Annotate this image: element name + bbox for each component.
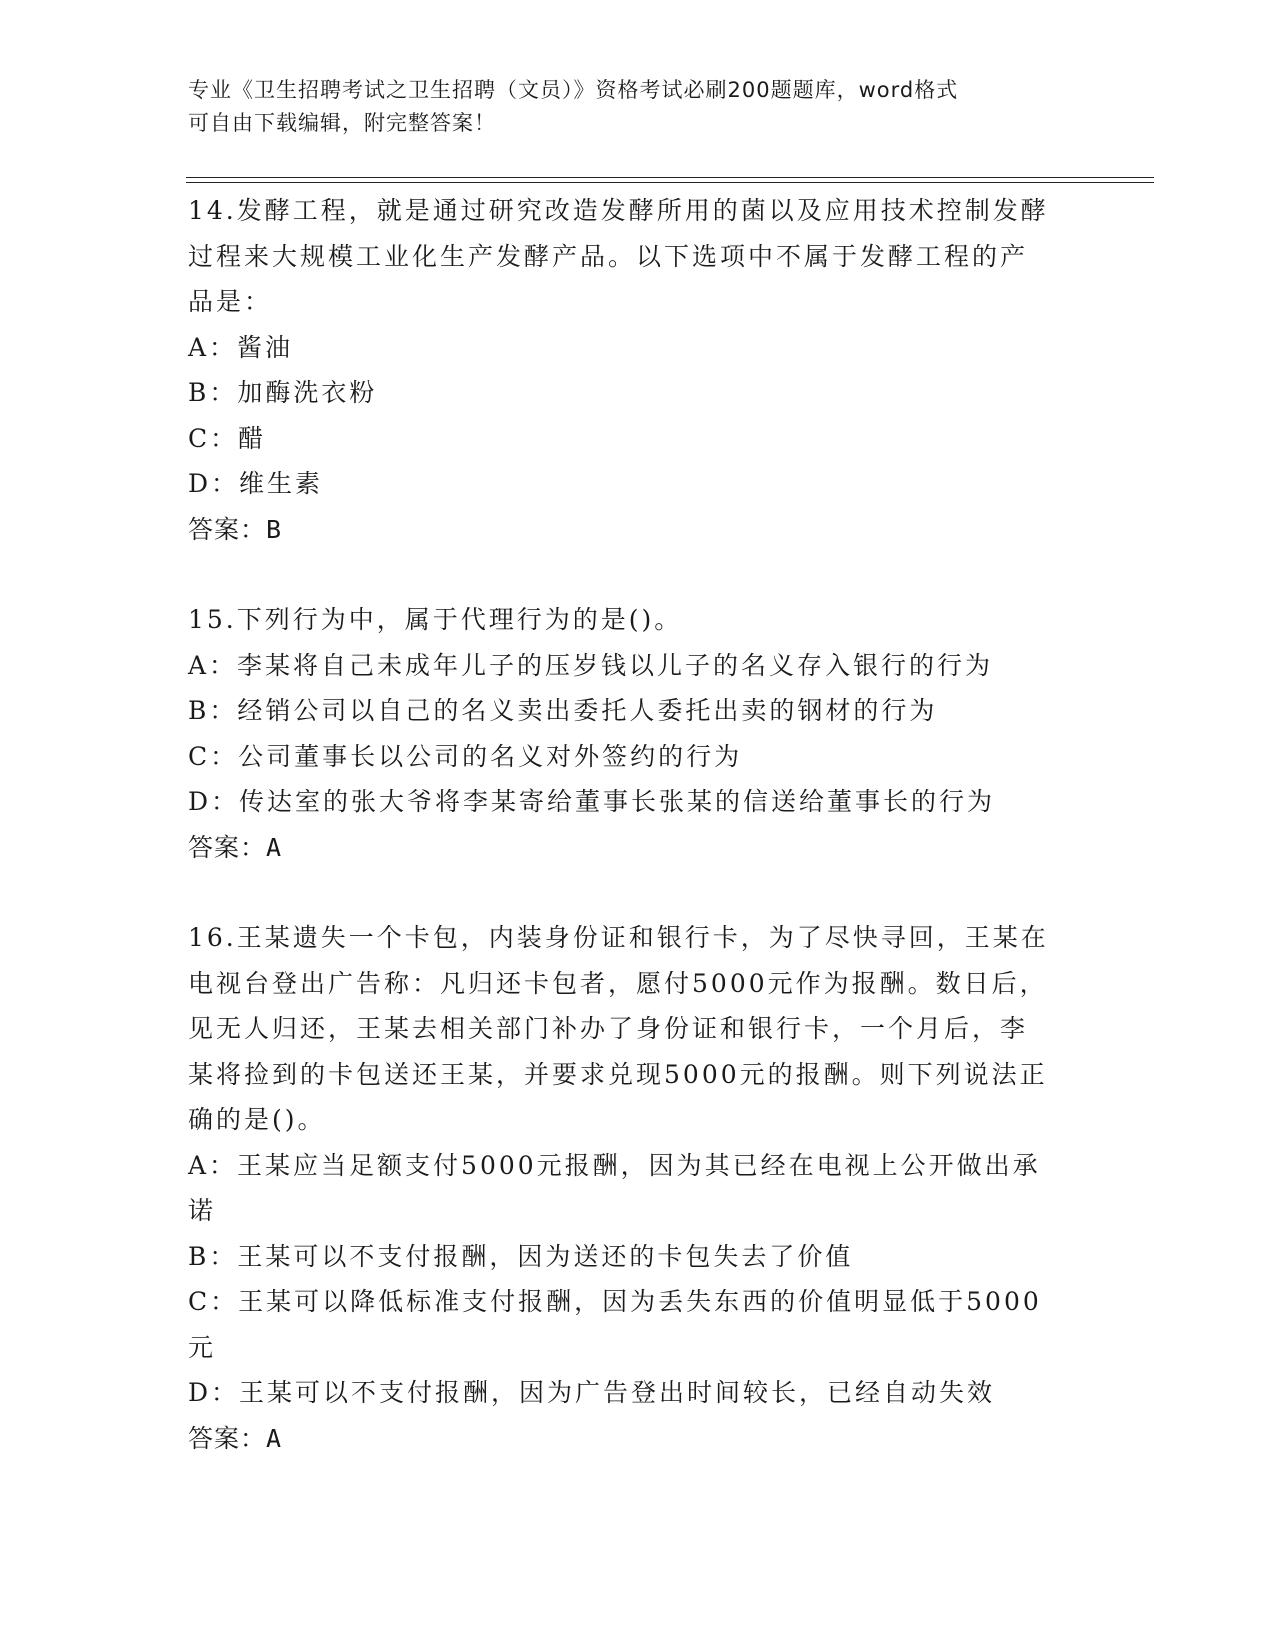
option-b bbox=[188, 370, 1068, 416]
header-divider-top bbox=[186, 177, 1154, 178]
stem-line: 确的是()。 bbox=[188, 1105, 326, 1134]
answer-label: 答案： bbox=[188, 514, 267, 544]
header-line-2: 可自由下载编辑，附完整答案！ bbox=[188, 111, 496, 135]
option-line: B：王某可以不支付报酬，因为送还的卡包失去了价值 bbox=[188, 1241, 854, 1271]
stem-line: 14.发酵工程，就是通过研究改造发酵所用的菌以及应用技术控制发酵 bbox=[188, 196, 1049, 225]
answer-value: A bbox=[266, 1423, 283, 1453]
option-line: A：酱油 bbox=[188, 332, 294, 362]
option-line: C：王某可以降低标准支付报酬，因为丢失东西的价值明显低于5000 bbox=[188, 1287, 1042, 1316]
answer-line bbox=[188, 1416, 1068, 1462]
option-d bbox=[188, 461, 1068, 507]
option-b bbox=[188, 1234, 1068, 1280]
option-line: 元 bbox=[188, 1332, 217, 1362]
option-line: B：加酶洗衣粉 bbox=[188, 378, 378, 407]
answer-label: 答案： bbox=[188, 1423, 267, 1453]
option-a bbox=[188, 325, 1068, 371]
stem-line: 电视台登出广告称：凡归还卡包者，愿付5000元作为报酬。数日后， bbox=[188, 968, 1048, 998]
option-line: A：王某应当足额支付5000元报酬，因为其已经在电视上公开做出承 bbox=[188, 1150, 1041, 1180]
option-c bbox=[188, 1279, 1068, 1370]
option-c bbox=[188, 734, 1068, 780]
header-divider-bottom bbox=[186, 182, 1154, 183]
option-line: D：王某可以不支付报酬，因为广告登出时间较长，已经自动失效 bbox=[188, 1378, 996, 1407]
question-list bbox=[188, 188, 1068, 1461]
document-header bbox=[188, 74, 1088, 140]
answer-line bbox=[188, 825, 1068, 871]
option-b bbox=[188, 688, 1068, 734]
stem-line: 16.王某遗失一个卡包，内装身份证和银行卡，为了尽快寻回，王某在 bbox=[188, 923, 1049, 952]
stem-line: 某将捡到的卡包送还王某，并要求兑现5000元的报酬。则下列说法正 bbox=[188, 1059, 1048, 1089]
option-line: C：公司董事长以公司的名义对外签约的行为 bbox=[188, 741, 743, 771]
question-stem bbox=[188, 597, 1068, 643]
option-line: 诺 bbox=[188, 1196, 217, 1225]
stem-line: 15.下列行为中，属于代理行为的是()。 bbox=[188, 605, 683, 634]
option-d bbox=[188, 1370, 1068, 1416]
option-line: D：传达室的张大爷将李某寄给董事长张某的信送给董事长的行为 bbox=[188, 787, 996, 816]
option-c bbox=[188, 416, 1068, 462]
stem-line: 见无人归还，王某去相关部门补办了身份证和银行卡，一个月后，李 bbox=[188, 1014, 1029, 1043]
question-stem bbox=[188, 188, 1068, 325]
answer-value: A bbox=[266, 832, 283, 862]
header-line-1: 专业《卫生招聘考试之卫生招聘（文员）》资格考试必刷200题题库，word格式 bbox=[188, 78, 959, 102]
question-14 bbox=[188, 188, 1068, 552]
option-line: A：李某将自己未成年儿子的压岁钱以儿子的名义存入银行的行为 bbox=[188, 650, 994, 680]
option-line: D：维生素 bbox=[188, 469, 324, 498]
option-a bbox=[188, 1143, 1068, 1234]
question-stem bbox=[188, 915, 1068, 1143]
question-15 bbox=[188, 597, 1068, 870]
stem-line: 过程来大规模工业化生产发酵产品。以下选项中不属于发酵工程的产 bbox=[188, 241, 1029, 271]
answer-value: B bbox=[266, 514, 283, 544]
answer-label: 答案： bbox=[188, 832, 267, 862]
option-line: C：醋 bbox=[188, 423, 267, 453]
answer-line bbox=[188, 507, 1068, 553]
stem-line: 品是： bbox=[188, 287, 273, 316]
option-a bbox=[188, 643, 1068, 689]
option-line: B：经销公司以自己的名义卖出委托人委托出卖的钢材的行为 bbox=[188, 696, 938, 725]
option-d bbox=[188, 779, 1068, 825]
question-16 bbox=[188, 915, 1068, 1461]
